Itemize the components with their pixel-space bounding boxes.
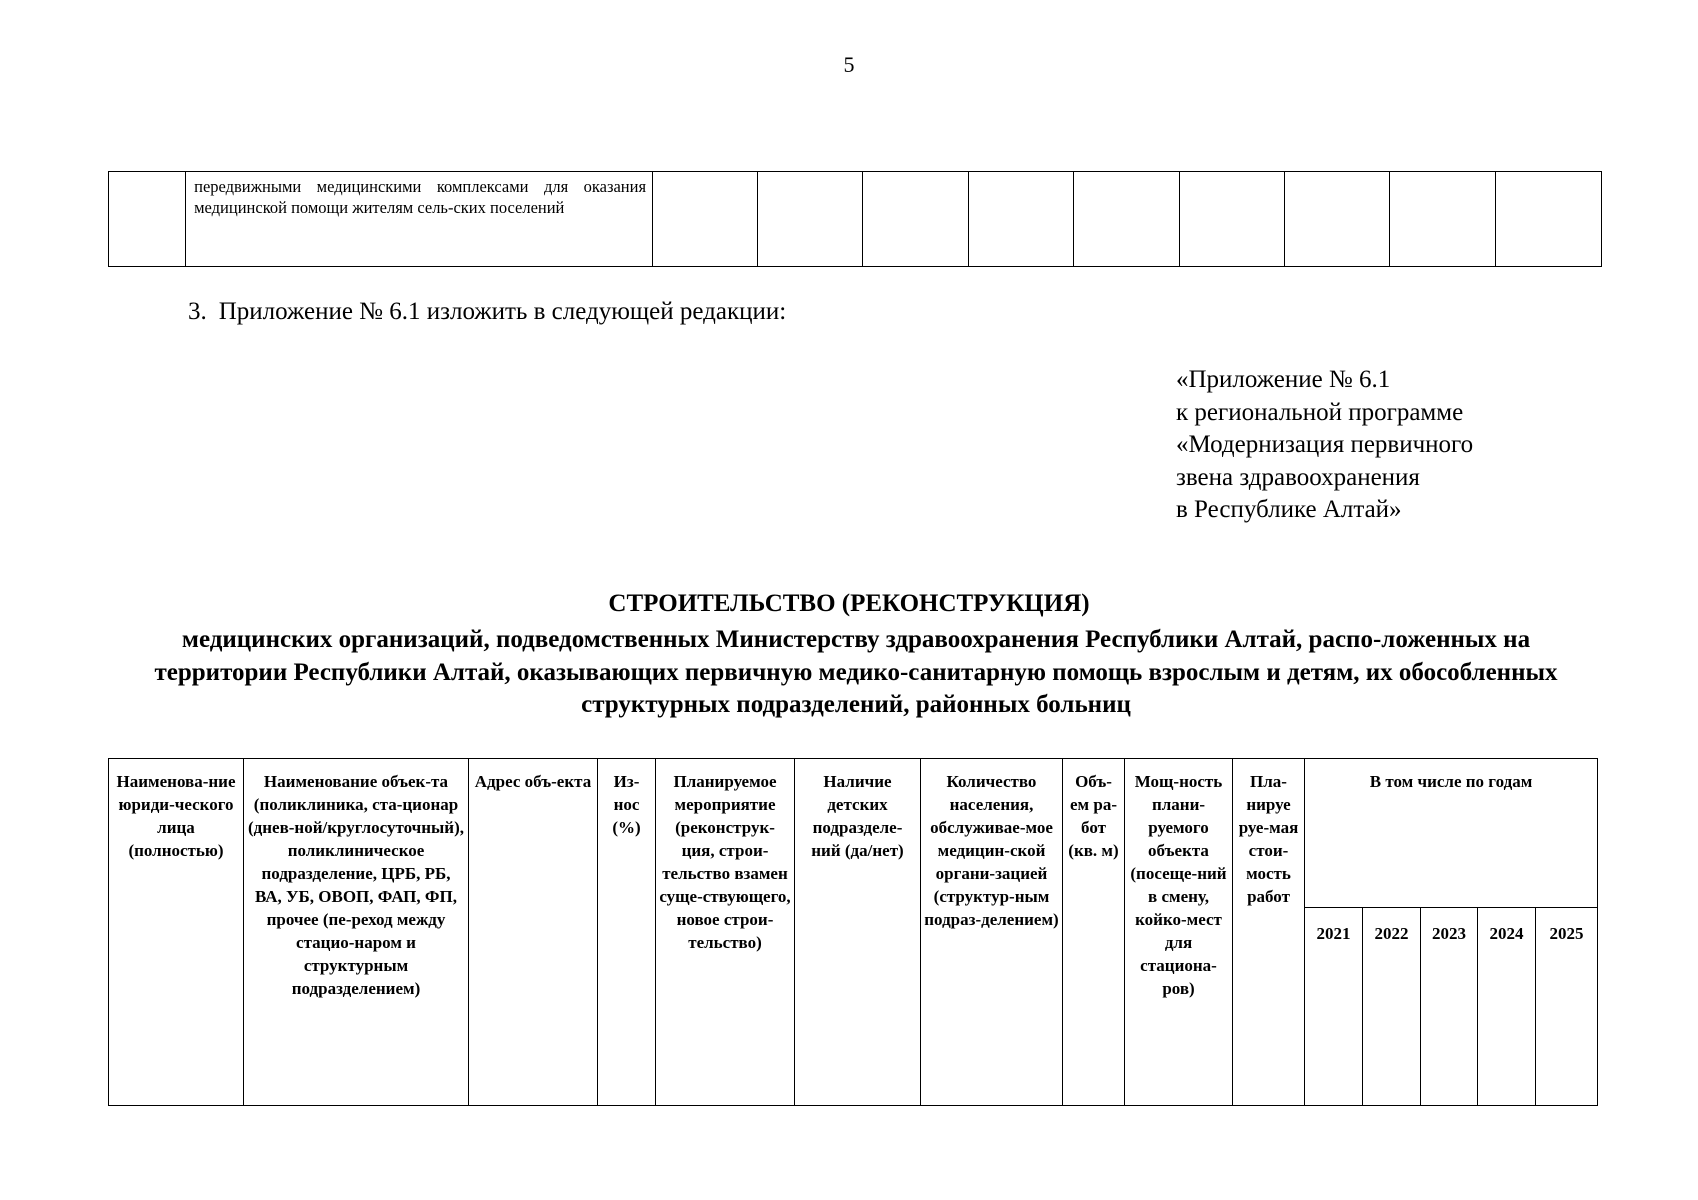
column-header: Наименование объек-та (поликлиника, ста-ционар (днев-ной/круглосуточный), поликлиническое подразделение, ЦРБ, РБ, ВА, УБ, ОВОП, ФАП, ФП, прочее (пе-реход между стацио-наром и структурным подразделением) (244, 759, 469, 1106)
table-cell (758, 172, 863, 267)
appendix-line: «Модернизация первичного (1176, 431, 1474, 458)
continuation-text: передвижными медицинскими комплексами для оказания медицинской помощи жителям сель-ских поселений (186, 172, 653, 267)
column-header: Пла-нируе руе-мая стои-мость работ (1233, 759, 1305, 1106)
column-header: Адрес объ-екта (469, 759, 598, 1106)
table-row (109, 172, 1602, 267)
table-cell (862, 172, 968, 267)
year-header: 2022 (1363, 908, 1421, 1106)
year-header: 2025 (1536, 908, 1598, 1106)
construction-table (108, 758, 1598, 1106)
table-cell (968, 172, 1073, 267)
table-cell (653, 172, 758, 267)
year-header: 2021 (1305, 908, 1363, 1106)
column-header: Наименова-ние юриди-ческого лица (полностью) (109, 759, 244, 1106)
document-subtitle: медицинских организаций, подведомственных Министерству здравоохранения Республики Алтай, распо-ложенных на территории Республики Алтай, оказывающих первичную медико-санитарную помощь взрослым и детям, их обособленных структурных подразделений, районных больниц (154, 626, 1558, 718)
table-cell (1179, 172, 1284, 267)
document-title: СТРОИТЕЛЬСТВО (РЕКОНСТРУКЦИЯ) (608, 590, 1090, 617)
table-header-row (109, 759, 1598, 908)
table-cell (109, 172, 186, 267)
appendix-line: звена здравоохранения (1176, 463, 1420, 491)
year-header: 2023 (1421, 908, 1478, 1106)
appendix-line: в Республике Алтай» (1176, 496, 1402, 523)
column-header: Наличие детских подразделе-ний (да/нет) (795, 759, 921, 1106)
page-number: 5 (843, 52, 855, 77)
year-header: 2024 (1478, 908, 1536, 1106)
item-text: Приложение № 6.1 изложить в следующей редакции: (218, 298, 787, 325)
column-header: Мощ-ность плани-руемого объекта (посеще-ний в смену, койко-мест для стациона-ров) (1125, 759, 1233, 1106)
column-header: Из-нос (%) (598, 759, 656, 1106)
amendment-item (188, 298, 786, 326)
table-cell (1284, 172, 1389, 267)
appendix-reference (1176, 364, 1473, 527)
column-header: Количество населения, обслуживае-мое медицин-ской органи-зацией (структур-ным подраз-делением) (921, 759, 1063, 1106)
appendix-line: «Приложение № 6.1 (1176, 366, 1391, 393)
item-number: 3. (188, 298, 207, 325)
column-header: Планируемое мероприятие (реконструк-ция, строи-тельство взамен суще-ствующего, новое строи-тельство) (656, 759, 795, 1106)
table-cell (1495, 172, 1601, 267)
continuation-table (108, 171, 1602, 267)
column-header: Объ-ем ра-бот (кв. м) (1063, 759, 1125, 1106)
table-cell (1389, 172, 1495, 267)
appendix-line: к региональной программе (1176, 398, 1464, 426)
years-group-header: В том числе по годам (1305, 759, 1598, 908)
table-cell (1073, 172, 1179, 267)
